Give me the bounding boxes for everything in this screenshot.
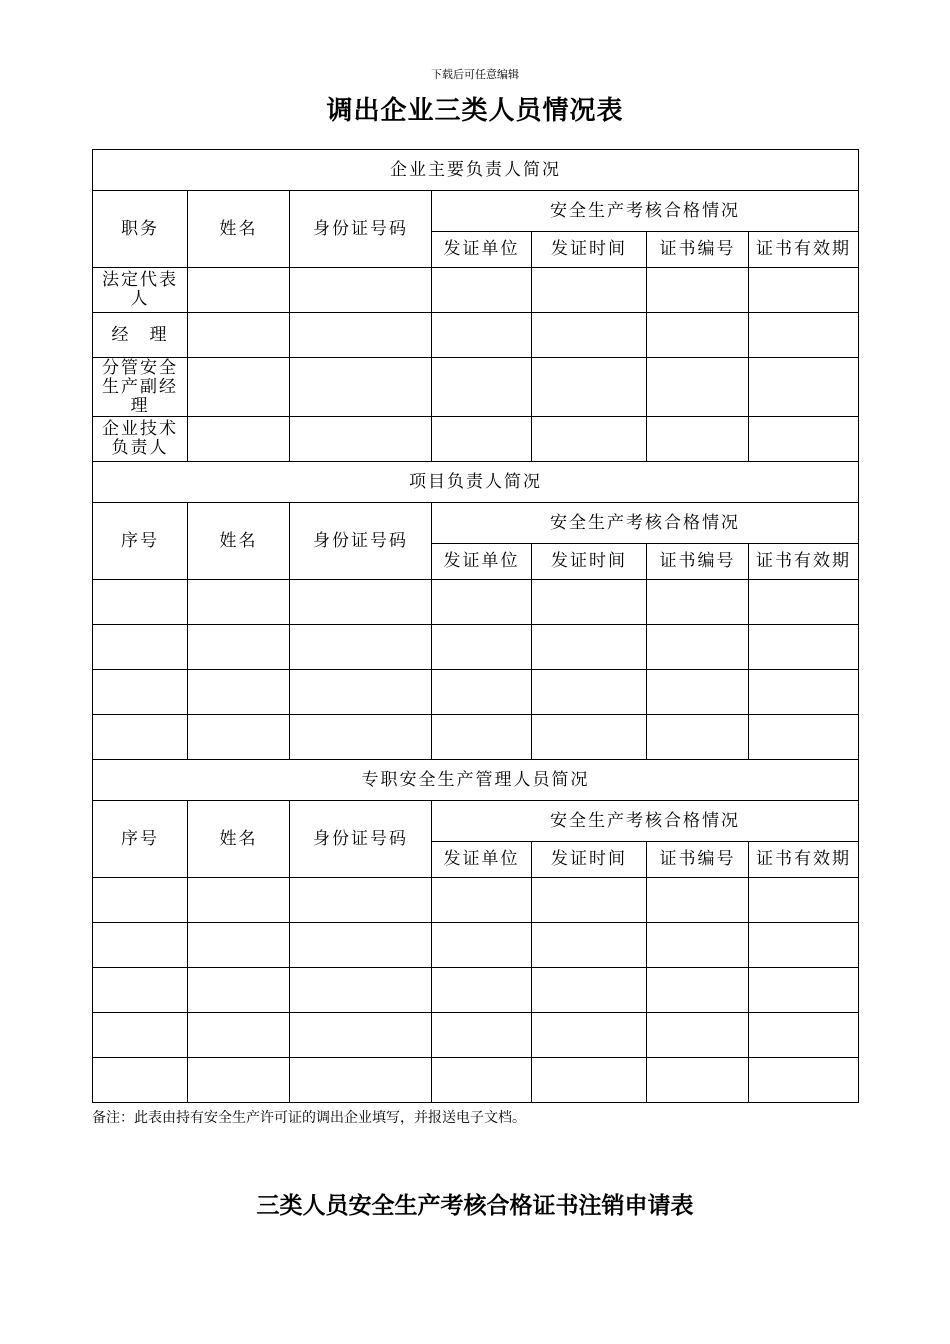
table-row: [93, 923, 859, 968]
table-row: [93, 358, 859, 417]
id-cell[interactable]: [290, 968, 432, 1013]
header-issuer: 发证单位: [432, 842, 532, 878]
id-cell[interactable]: [290, 625, 432, 670]
table-row: [93, 1013, 859, 1058]
name-cell[interactable]: [188, 268, 290, 313]
id-cell[interactable]: [290, 1013, 432, 1058]
issue-date-cell[interactable]: [532, 580, 647, 625]
top-note: 下载后可任意编辑: [431, 68, 519, 81]
header-seq: 序号: [93, 801, 188, 878]
header-name: 姓名: [188, 801, 290, 878]
cert-no-cell[interactable]: [647, 313, 749, 358]
row-label: 法定代表人: [93, 268, 188, 313]
row-label: 经 理: [93, 313, 188, 358]
cert-no-cell[interactable]: [647, 1013, 749, 1058]
id-cell[interactable]: [290, 1058, 432, 1103]
cert-no-cell[interactable]: [647, 1058, 749, 1103]
issuer-cell[interactable]: [432, 580, 532, 625]
name-cell[interactable]: [188, 715, 290, 760]
seq-cell[interactable]: [93, 923, 188, 968]
header-id-number: 身份证号码: [290, 801, 432, 878]
table-row: [93, 625, 859, 670]
table-row: [93, 313, 859, 358]
name-cell[interactable]: [188, 1058, 290, 1103]
id-cell[interactable]: [290, 878, 432, 923]
header-issuer: 发证单位: [432, 232, 532, 268]
header-name: 姓名: [188, 191, 290, 268]
seq-cell[interactable]: [93, 1058, 188, 1103]
header-validity: 证书有效期: [749, 544, 859, 580]
issuer-cell[interactable]: [432, 1058, 532, 1103]
cert-no-cell[interactable]: [647, 923, 749, 968]
header-issue-date: 发证时间: [532, 842, 647, 878]
issue-date-cell[interactable]: [532, 878, 647, 923]
cert-no-cell[interactable]: [647, 625, 749, 670]
issuer-cell[interactable]: [432, 1013, 532, 1058]
issuer-cell[interactable]: [432, 968, 532, 1013]
issue-date-cell[interactable]: [532, 313, 647, 358]
header-cert-no: 证书编号: [647, 544, 749, 580]
header-validity: 证书有效期: [749, 232, 859, 268]
name-cell[interactable]: [188, 968, 290, 1013]
issue-date-cell[interactable]: [532, 625, 647, 670]
validity-cell[interactable]: [749, 625, 859, 670]
name-cell[interactable]: [188, 625, 290, 670]
header-assessment: 安全生产考核合格情况: [432, 191, 859, 232]
issue-date-cell[interactable]: [532, 1058, 647, 1103]
issuer-cell[interactable]: [432, 313, 532, 358]
cert-no-cell[interactable]: [647, 878, 749, 923]
issue-date-cell[interactable]: [532, 358, 647, 417]
name-cell[interactable]: [188, 878, 290, 923]
id-cell[interactable]: [290, 417, 432, 462]
issuer-cell[interactable]: [432, 625, 532, 670]
cert-no-cell[interactable]: [647, 670, 749, 715]
validity-cell[interactable]: [749, 670, 859, 715]
issuer-cell[interactable]: [432, 878, 532, 923]
issuer-cell[interactable]: [432, 923, 532, 968]
table-row: [93, 1058, 859, 1103]
second-form-title: 三类人员安全生产考核合格证书注销申请表: [256, 1192, 694, 1219]
header-issuer: 发证单位: [432, 544, 532, 580]
header-position: 职务: [93, 191, 188, 268]
table-row: [93, 968, 859, 1013]
table-row: [93, 878, 859, 923]
remark-note: 备注：此表由持有安全生产许可证的调出企业填写，并报送电子文档。: [92, 1110, 526, 1126]
validity-cell[interactable]: [749, 417, 859, 462]
validity-cell[interactable]: [749, 1058, 859, 1103]
name-cell[interactable]: [188, 1013, 290, 1058]
header-issue-date: 发证时间: [532, 544, 647, 580]
header-id-number: 身份证号码: [290, 191, 432, 268]
validity-cell[interactable]: [749, 968, 859, 1013]
validity-cell[interactable]: [749, 580, 859, 625]
seq-cell[interactable]: [93, 670, 188, 715]
issuer-cell[interactable]: [432, 268, 532, 313]
header-issue-date: 发证时间: [532, 232, 647, 268]
issue-date-cell[interactable]: [532, 670, 647, 715]
header-cert-no: 证书编号: [647, 232, 749, 268]
validity-cell[interactable]: [749, 715, 859, 760]
section-title-safety-managers: 专职安全生产管理人员简况: [93, 760, 859, 801]
name-cell[interactable]: [188, 670, 290, 715]
validity-cell[interactable]: [749, 358, 859, 417]
header-assessment: 安全生产考核合格情况: [432, 801, 859, 842]
seq-cell[interactable]: [93, 715, 188, 760]
cert-no-cell[interactable]: [647, 580, 749, 625]
section-title-principals: 企业主要负责人简况: [93, 150, 859, 191]
issuer-cell[interactable]: [432, 715, 532, 760]
seq-cell[interactable]: [93, 625, 188, 670]
validity-cell[interactable]: [749, 878, 859, 923]
table-row: [93, 670, 859, 715]
seq-cell[interactable]: [93, 968, 188, 1013]
table-row: [93, 417, 859, 462]
header-assessment: 安全生产考核合格情况: [432, 503, 859, 544]
name-cell[interactable]: [188, 417, 290, 462]
validity-cell[interactable]: [749, 923, 859, 968]
cert-no-cell[interactable]: [647, 268, 749, 313]
id-cell[interactable]: [290, 923, 432, 968]
table-row: [93, 715, 859, 760]
header-id-number: 身份证号码: [290, 503, 432, 580]
seq-cell[interactable]: [93, 580, 188, 625]
section-title-project-managers: 项目负责人简况: [93, 462, 859, 503]
name-cell[interactable]: [188, 358, 290, 417]
name-cell[interactable]: [188, 923, 290, 968]
issue-date-cell[interactable]: [532, 923, 647, 968]
id-cell[interactable]: [290, 670, 432, 715]
issue-date-cell[interactable]: [532, 268, 647, 313]
issue-date-cell[interactable]: [532, 1013, 647, 1058]
id-cell[interactable]: [290, 580, 432, 625]
seq-cell[interactable]: [93, 1013, 188, 1058]
validity-cell[interactable]: [749, 1013, 859, 1058]
row-label: 企业技术负责人: [93, 417, 188, 462]
id-cell[interactable]: [290, 268, 432, 313]
cert-no-cell[interactable]: [647, 358, 749, 417]
seq-cell[interactable]: [93, 878, 188, 923]
id-cell[interactable]: [290, 715, 432, 760]
table-row: [93, 268, 859, 313]
name-cell[interactable]: [188, 313, 290, 358]
cert-no-cell[interactable]: [647, 968, 749, 1013]
header-name: 姓名: [188, 503, 290, 580]
header-seq: 序号: [93, 503, 188, 580]
issue-date-cell[interactable]: [532, 715, 647, 760]
issue-date-cell[interactable]: [532, 968, 647, 1013]
issuer-cell[interactable]: [432, 417, 532, 462]
table-row: [93, 580, 859, 625]
personnel-table: [92, 149, 859, 1103]
issue-date-cell[interactable]: [532, 417, 647, 462]
id-cell[interactable]: [290, 313, 432, 358]
id-cell[interactable]: [290, 358, 432, 417]
cert-no-cell[interactable]: [647, 715, 749, 760]
page-title: 调出企业三类人员情况表: [326, 96, 624, 126]
row-label: 分管安全生产副经理: [93, 358, 188, 417]
cert-no-cell[interactable]: [647, 417, 749, 462]
name-cell[interactable]: [188, 580, 290, 625]
header-validity: 证书有效期: [749, 842, 859, 878]
header-cert-no: 证书编号: [647, 842, 749, 878]
validity-cell[interactable]: [749, 268, 859, 313]
issuer-cell[interactable]: [432, 358, 532, 417]
issuer-cell[interactable]: [432, 670, 532, 715]
validity-cell[interactable]: [749, 313, 859, 358]
